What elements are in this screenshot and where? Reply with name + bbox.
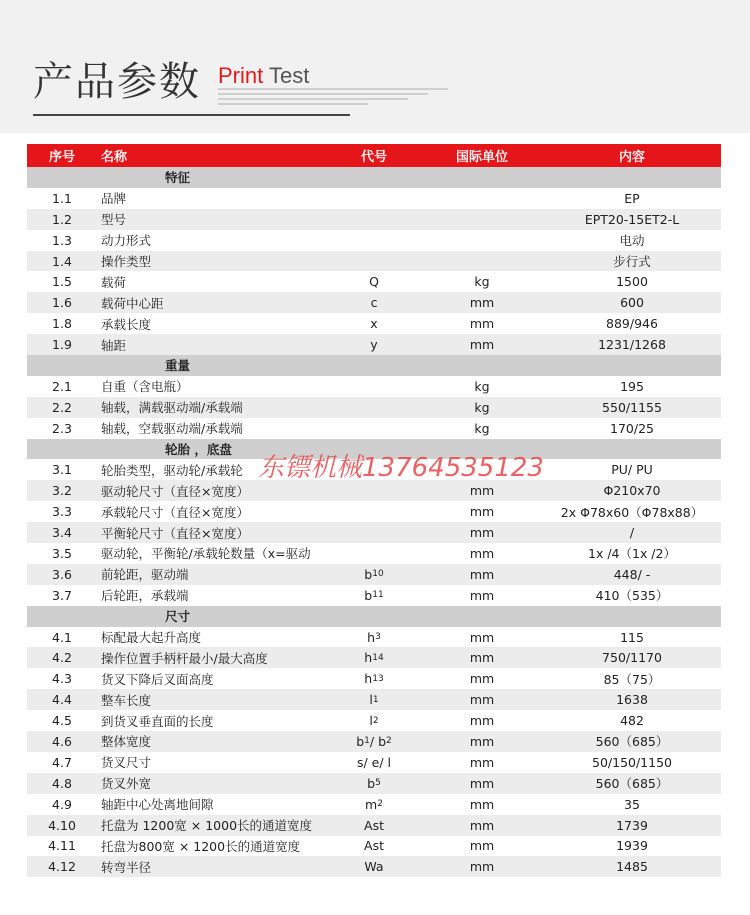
cell-value: 1739 [616,817,648,833]
section-title: 尺寸 [165,609,191,625]
cell-value: 889/946 [606,316,658,332]
cell-name: 承载长度 [101,316,152,332]
cell-code [339,585,409,606]
cell-name: 载荷 [101,274,127,290]
cell-unit: mm [469,545,495,561]
code-sub: 14 [372,652,384,663]
table-row [27,522,721,543]
cell-code [339,627,409,648]
cell-no: 1.5 [52,274,72,290]
cell-value: 1638 [616,692,648,708]
cell-code [339,543,409,564]
cell-unit [445,251,519,272]
cell-value: 85（75） [603,671,661,687]
section-title: 轮胎 ，底盘 [165,442,232,458]
cell-unit: mm [469,692,495,708]
table-row [27,418,721,439]
table-row [27,794,721,815]
cell-no: 4.4 [52,692,72,708]
code-sub: 2 [377,799,383,810]
title-underline [33,114,350,116]
cell-name: 平衡轮尺寸（直径×宽度） [101,525,249,541]
cell-code [339,773,409,794]
cell-unit: mm [469,838,495,854]
code-sub: 5 [375,778,381,789]
cell-value: 448/ - [613,566,651,582]
section-row [27,355,721,376]
cell-name: 轴载，满载驱动端/承载端 [101,400,243,416]
cell-unit [445,209,519,230]
cell-value: EP [624,190,640,206]
cell-no: 3.7 [52,587,72,603]
table-row [27,585,721,606]
cell-no: 1.3 [52,232,72,248]
code-sub: 2 [372,715,379,726]
cell-unit: mm [469,859,495,875]
cell-name: 货叉外宽 [101,776,152,792]
table-row [27,752,721,773]
cell-code [339,689,409,710]
cell-no: 2.3 [52,420,72,436]
cell-unit: mm [469,483,495,499]
cell-name: 承载轮尺寸（直径×宽度） [101,504,249,520]
cell-no: 3.6 [52,566,72,582]
code-sub2: 2 [386,736,392,747]
cell-name: 轴载，空载驱动端/承载端 [101,421,243,437]
cell-code [339,501,409,522]
cell-unit [445,188,519,209]
cell-value: 750/1170 [602,650,662,666]
cell-code [339,397,409,418]
cell-name: 标配最大起升高度 [101,630,202,646]
col-header-value: 内容 [618,150,645,165]
cell-name: 整体宽度 [101,734,152,750]
cell-code [339,230,409,251]
cell-name: 载荷中心距 [101,295,164,311]
cell-no: 2.2 [52,399,72,415]
code-main: b [356,733,365,749]
cell-value: 2x Φ78x60（Φ78x88） [560,504,704,520]
cell-name: 驱动轮，平衡轮/承载轮数量（x=驱动 [101,546,311,562]
cell-no: 4.12 [48,859,76,875]
cell-unit: mm [469,713,495,729]
cell-name: 操作位置手柄杆最小/最大高度 [101,650,268,666]
table-row [27,292,721,313]
cell-unit: kg [474,399,490,415]
code-sub: 10 [372,569,384,580]
cell-value: 1485 [616,859,648,875]
cell-no: 4.6 [52,733,72,749]
section-title: 特征 [165,170,191,186]
col-header-code: 代号 [360,150,387,165]
code-sub: 1 [372,694,379,705]
table-row [27,731,721,752]
cell-value: 步行式 [613,254,651,269]
code-main: h [364,650,373,666]
cell-value: 600 [620,295,644,311]
cell-value: 170/25 [610,420,654,436]
cell-unit: mm [469,525,495,541]
cell-name: 托盘为 1200宽 × 1000长的通道宽度 [101,818,313,834]
cell-no: 1.9 [52,337,72,353]
cell-no: 1.8 [52,316,72,332]
table-row [27,773,721,794]
code-sub: 1 [364,736,370,747]
cell-unit: mm [469,504,495,520]
cell-no: 1.1 [52,190,72,206]
cell-code [339,376,409,397]
cell-no: 4.10 [48,817,76,833]
subtitle-word-test: Test [268,63,310,88]
table-row [27,397,721,418]
cell-no: 1.6 [52,295,72,311]
cell-no: 4.7 [52,754,72,770]
cell-no: 3.1 [52,462,72,478]
cell-value: 电动 [619,233,645,249]
cell-value: 115 [620,629,644,645]
cell-code [339,418,409,439]
cell-no: 4.5 [52,713,72,729]
cell-code: Wa [364,859,384,875]
cell-no: 4.8 [52,775,72,791]
cell-name: 后轮距，承载端 [101,588,189,604]
cell-unit: mm [469,775,495,791]
col-header-no: 序号 [48,150,75,165]
cell-code [339,522,409,543]
cell-unit: mm [469,295,495,311]
table-row [27,188,721,209]
cell-value: 1x /4（1x /2） [588,546,676,562]
table-row [27,689,721,710]
cell-value: Φ210x70 [603,483,661,499]
cell-name: 托盘为800宽 × 1200长的通道宽度 [101,838,301,854]
cell-no: 1.2 [52,211,72,227]
cell-unit: mm [469,316,495,332]
subtitle-word-print: Print [218,63,264,88]
col-header-unit: 国际单位 [455,150,508,165]
spec-table [27,144,721,877]
code-main: b [364,587,373,603]
cell-unit: mm [469,817,495,833]
cell-unit: mm [469,566,495,582]
section-row [27,167,721,188]
cell-value: 1231/1268 [598,337,666,353]
cell-no: 2.1 [52,378,72,394]
cell-code: Ast [364,838,384,854]
cell-code [339,564,409,585]
cell-no: 4.11 [48,838,76,854]
cell-unit: mm [469,733,495,749]
cell-no: 1.4 [52,253,72,269]
cell-code [339,647,409,668]
table-row [27,564,721,585]
cell-unit: mm [469,796,495,812]
cell-value: 410（535） [595,588,669,604]
cell-value: PU/ PU [611,462,653,478]
cell-no: 4.2 [52,650,72,666]
cell-code: Ast [364,817,384,833]
cell-no: 3.5 [52,545,72,561]
table-row [27,836,721,857]
code-main: h [364,671,373,687]
code-main: l [369,713,373,729]
page-title: 产品参数 [33,59,201,105]
cell-name: 型号 [101,212,127,228]
cell-name: 整车长度 [101,692,152,708]
cell-unit: kg [474,420,490,436]
watermark: 东镖机械13764535123 [258,453,544,483]
table-row [27,710,721,731]
table-row [27,376,721,397]
table-row [27,271,721,292]
cell-code: y [370,337,378,353]
cell-code: c [370,295,378,311]
table-row [27,230,721,251]
page-subtitle [218,62,309,90]
cell-value: 50/150/1150 [592,754,672,770]
cell-value: 560（685） [595,734,669,750]
cell-name: 轴距 [101,337,127,353]
table-row [27,334,721,355]
cell-code [339,794,409,815]
table-body [27,167,721,877]
cell-value: 550/1155 [602,399,662,415]
cell-unit [445,230,519,251]
cell-name: 轴距中心处离地间隙 [101,797,214,813]
code-main: b [367,775,376,791]
cell-unit: mm [469,337,495,353]
table-row [27,856,721,877]
cell-no: 3.2 [52,483,72,499]
cell-code [339,668,409,689]
decorative-fine-print [218,88,518,108]
cell-name: 操作类型 [101,254,152,269]
cell-value: 482 [620,713,644,729]
code-sub: 3 [375,632,381,643]
cell-name: 品牌 [101,191,127,207]
table-row [27,313,721,334]
cell-name: 到货叉垂直面的长度 [101,713,214,729]
cell-unit: mm [469,587,495,603]
code-sub: 13 [372,673,384,684]
cell-value: 195 [620,378,644,394]
table-row [27,209,721,230]
cell-value: 35 [624,796,640,812]
code-main: l [369,692,373,708]
code-main: h [367,629,376,645]
code-sub: 11 [372,590,384,601]
cell-name: 转弯半径 [101,859,152,875]
table-header [27,144,721,167]
code-main: m [365,796,378,812]
cell-unit: kg [474,378,490,394]
cell-no: 4.3 [52,671,72,687]
cell-code: s/ e/ l [356,754,392,770]
cell-code [339,731,409,752]
cell-value: 560（685） [595,776,669,792]
cell-name: 驱动轮尺寸（直径×宽度） [101,483,249,499]
cell-unit: mm [469,754,495,770]
table-row [27,543,721,564]
table-row [27,815,721,836]
cell-name: 轮胎类型，驱动轮/承载轮 [101,462,243,478]
cell-name: 自重（含电瓶） [101,379,189,395]
cell-no: 4.9 [52,796,72,812]
cell-code: x [370,316,378,332]
cell-no: 4.1 [52,629,72,645]
table-row [27,647,721,668]
cell-value: / [629,525,635,541]
col-header-name: 名称 [101,150,128,165]
section-row [27,606,721,627]
cell-unit: mm [469,629,495,645]
cell-name: 货叉尺寸 [101,755,152,771]
cell-unit: mm [469,650,495,666]
cell-unit: mm [469,671,495,687]
code-main: b [364,566,373,582]
table-row [27,627,721,648]
cell-no: 3.3 [52,504,72,520]
table-row [27,251,721,272]
cell-code: Q [369,274,379,290]
cell-name: 动力形式 [101,233,152,249]
cell-name: 前轮距，驱动端 [101,567,189,583]
cell-code [339,710,409,731]
table-row [27,668,721,689]
section-title: 重量 [165,358,191,374]
cell-name: 货叉下降后叉面高度 [101,671,214,687]
cell-code [339,251,409,272]
cell-no: 3.4 [52,525,72,541]
cell-code [339,188,409,209]
cell-value: 1500 [616,274,648,290]
cell-code [339,209,409,230]
code-part2: / b [369,733,387,749]
cell-value: 1939 [616,838,648,854]
cell-unit: kg [474,274,490,290]
cell-value: EPT20-15ET2-L [584,211,680,227]
table-row [27,501,721,522]
